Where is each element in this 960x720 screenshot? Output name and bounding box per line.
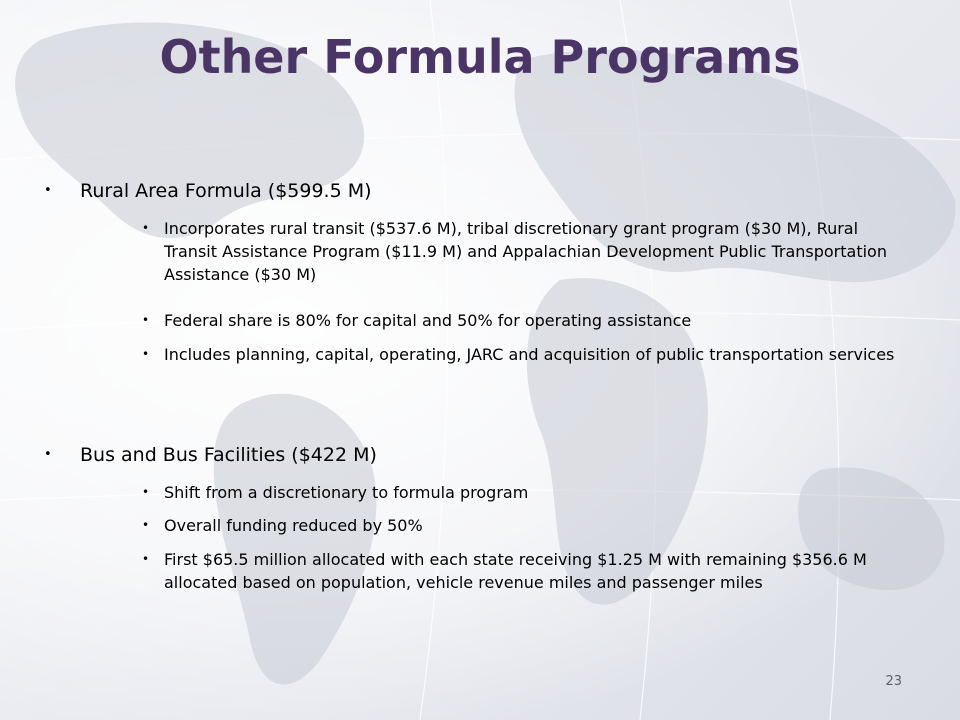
section-heading-bus-facilities (44, 443, 900, 467)
list-item-text: Incorporates rural transit ($537.6 M), tribal discretionary grant program ($30 M), Rural Transit Assistance Program ($11.9 M) and Appalachian Development Public Transportation Assistance ($30 M) (164, 219, 887, 284)
bullet-icon: • (142, 552, 150, 566)
section-heading-text: Rural Area Formula ($599.5 M) (80, 180, 372, 202)
bullet-icon: • (142, 485, 150, 499)
bullet-icon: • (142, 518, 150, 532)
slide-title: Other Formula Programs (159, 30, 801, 84)
list-item-text: First $65.5 million allocated with each state receiving $1.25 M with remaining $356.6 M allocated based on population, vehicle revenue miles and passenger miles (164, 550, 867, 592)
bullet-icon: • (142, 313, 150, 327)
list-item (142, 481, 904, 504)
list-item (142, 548, 904, 594)
bullet-icon: • (44, 447, 52, 462)
list-item (142, 343, 904, 366)
section-heading-rural-area (44, 179, 900, 203)
list-item-text: Federal share is 80% for capital and 50% for operating assistance (164, 311, 692, 330)
list-item-text: Shift from a discretionary to formula program (164, 483, 529, 502)
section-heading-text: Bus and Bus Facilities ($422 M) (80, 444, 377, 466)
bullet-icon: • (142, 347, 150, 361)
list-item (142, 217, 904, 286)
list-item-text: Overall funding reduced by 50% (164, 516, 423, 535)
list-item (142, 514, 904, 537)
list-item (142, 309, 904, 332)
bullet-icon: • (44, 183, 52, 198)
page-number: 23 (885, 674, 902, 689)
list-item-text: Includes planning, capital, operating, JARC and acquisition of public transportation services (164, 345, 895, 364)
bullet-icon: • (142, 221, 150, 235)
